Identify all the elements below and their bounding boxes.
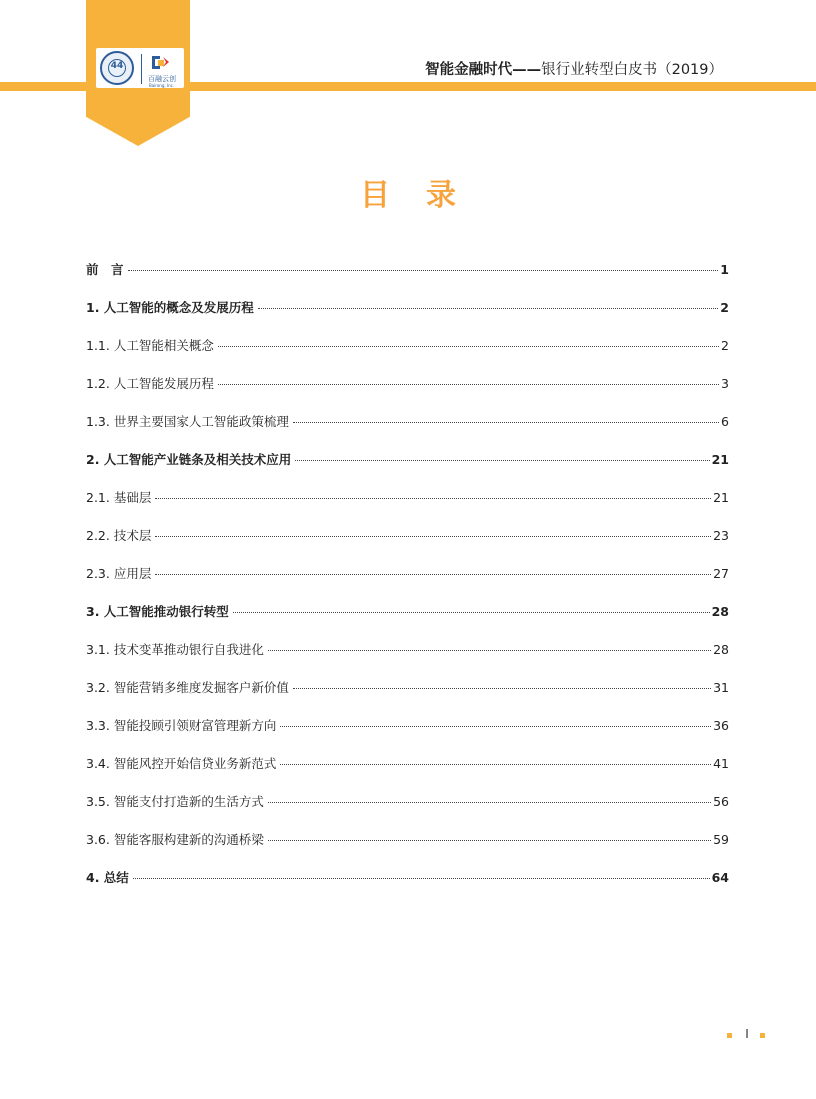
toc-entry-label: 2. 人工智能产业链条及相关技术应用	[86, 452, 292, 467]
toc-entry-label: 1. 人工智能的概念及发展历程	[86, 300, 254, 315]
toc-leader-dots	[280, 764, 711, 765]
toc-leader-dots	[268, 802, 711, 803]
toc-entry-page: 28	[713, 642, 729, 657]
header-title-rest: 银行业转型白皮书（2019）	[541, 62, 723, 78]
header-title-bold: 智能金融时代——	[425, 62, 542, 78]
toc-entry[interactable]	[86, 868, 729, 906]
toc-entry-label: 3. 人工智能推动银行转型	[86, 604, 229, 619]
toc-entry-label: 1.3. 世界主要国家人工智能政策梳理	[86, 414, 289, 429]
toc-leader-dots	[295, 460, 709, 461]
toc-leader-dots	[128, 270, 719, 271]
toc-entry[interactable]	[86, 678, 729, 716]
toc-leader-dots	[218, 346, 719, 347]
toc-entry-page: 21	[711, 452, 729, 467]
toc-entry-page: 59	[713, 832, 729, 847]
toc-entry-page: 28	[711, 604, 729, 619]
toc-entry-label: 3.3. 智能投顾引领财富管理新方向	[86, 718, 277, 733]
toc-leader-dots	[233, 612, 710, 613]
toc-entry[interactable]	[86, 336, 729, 374]
toc-entry[interactable]	[86, 374, 729, 412]
toc-entry[interactable]	[86, 488, 729, 526]
toc-leader-dots	[218, 384, 719, 385]
footer-left-square	[727, 1033, 732, 1038]
toc-entry-page: 31	[713, 680, 729, 695]
table-of-contents	[86, 260, 729, 906]
toc-leader-dots	[293, 422, 719, 423]
toc-entry-page: 56	[713, 794, 729, 809]
footer-right-square	[760, 1033, 765, 1038]
toc-entry-page: 3	[721, 376, 729, 391]
toc-entry[interactable]	[86, 564, 729, 602]
toc-entry-page: 27	[713, 566, 729, 581]
toc-entry-label: 前 言	[86, 262, 124, 277]
toc-entry-label: 3.1. 技术变革推动银行自我进化	[86, 642, 264, 657]
toc-leader-dots	[280, 726, 711, 727]
toc-entry-page: 1	[720, 262, 729, 277]
toc-entry[interactable]	[86, 526, 729, 564]
toc-entry[interactable]	[86, 830, 729, 868]
toc-entry-label: 3.5. 智能支付打造新的生活方式	[86, 794, 264, 809]
toc-entry-label: 2.3. 应用层	[86, 566, 152, 581]
toc-entry-page: 64	[711, 870, 729, 885]
toc-entry-page: 2	[720, 300, 729, 315]
toc-entry[interactable]	[86, 792, 729, 830]
seal-logo-icon	[100, 51, 134, 85]
toc-leader-dots	[133, 878, 710, 879]
toc-entry[interactable]	[86, 412, 729, 450]
toc-entry-page: 2	[721, 338, 729, 353]
toc-entry-label: 2.2. 技术层	[86, 528, 152, 543]
toc-leader-dots	[155, 536, 711, 537]
toc-leader-dots	[268, 650, 711, 651]
toc-entry-label: 1.2. 人工智能发展历程	[86, 376, 214, 391]
toc-entry-label: 2.1. 基础层	[86, 490, 152, 505]
toc-leader-dots	[293, 688, 711, 689]
toc-entry-page: 36	[713, 718, 729, 733]
logo-divider	[141, 54, 142, 84]
toc-leader-dots	[155, 498, 711, 499]
toc-entry-label: 3.6. 智能客服构建新的沟通桥梁	[86, 832, 264, 847]
toc-leader-dots	[155, 574, 711, 575]
toc-entry-label: 4. 总结	[86, 870, 129, 885]
toc-entry[interactable]	[86, 716, 729, 754]
toc-entry[interactable]	[86, 754, 729, 792]
toc-entry-page: 41	[713, 756, 729, 771]
toc-entry[interactable]	[86, 298, 729, 336]
toc-entry[interactable]	[86, 450, 729, 488]
toc-heading: 目录	[360, 178, 492, 213]
toc-entry-page: 21	[713, 490, 729, 505]
toc-leader-dots	[258, 308, 718, 309]
toc-entry-page: 23	[713, 528, 729, 543]
toc-entry-page: 6	[721, 414, 729, 429]
page-number: I	[745, 1027, 749, 1041]
brand-name-cn: 百融云创	[148, 75, 176, 83]
toc-entry[interactable]	[86, 640, 729, 678]
seal-number: 44	[110, 61, 124, 71]
brand-name-en: Bairong, Inc.	[149, 83, 175, 88]
page-footer	[727, 1027, 767, 1043]
toc-entry[interactable]	[86, 602, 729, 640]
toc-entry-label: 1.1. 人工智能相关概念	[86, 338, 214, 353]
toc-entry[interactable]	[86, 260, 729, 298]
toc-entry-label: 3.4. 智能风控开始信贷业务新范式	[86, 756, 277, 771]
running-header-title	[425, 58, 723, 79]
brand-mark-icon	[150, 52, 172, 72]
toc-leader-dots	[268, 840, 711, 841]
toc-entry-label: 3.2. 智能营销多维度发掘客户新价值	[86, 680, 289, 695]
